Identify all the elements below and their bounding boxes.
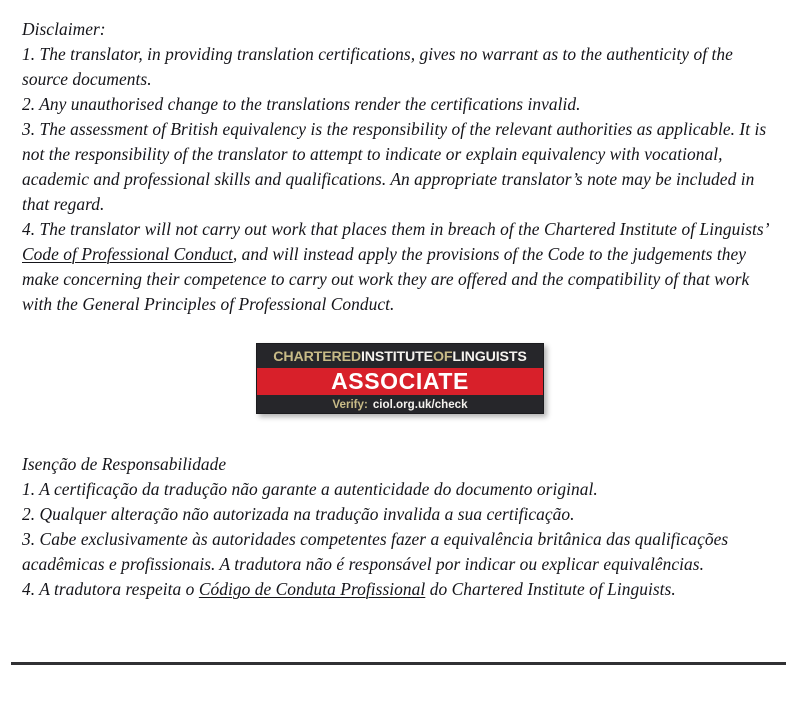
badge-verify-label: Verify:: [332, 398, 368, 412]
english-item-4-text-before: 4. The translator will not carry out work that places them in breach of the Chartered Institute of Linguists’: [22, 219, 768, 239]
portuguese-disclaimer-item-2: 2. Qualquer alteração não autorizada na tradução invalida a sua certificação.: [22, 504, 575, 524]
english-item-4-text-after: , and will instead apply the provisions of the Code to the judgements they make concerning their competence to carry out work they are offered and the compatibility of that work with the General Principles of Professional Conduct.: [22, 244, 750, 314]
english-disclaimer-item-1: 1. The translator, in providing translation certifications, gives no warrant as to the authenticity of the source documents.: [22, 44, 733, 89]
badge-verify-url[interactable]: ciol.org.uk/check: [372, 398, 468, 412]
english-disclaimer-heading: Disclaimer:: [22, 19, 106, 39]
english-disclaimer-item-3: 3. The assessment of British equivalency is the responsibility of the relevant authorities as applicable. It is not the responsibility of the translator to attempt to indicate or explain equivalency with vocational, academic and professional skills and qualifications. An appropriate translator’s note may be included in that regard.: [22, 119, 767, 214]
badge-word-institute: INSTITUTE: [361, 348, 433, 365]
badge-word-linguists: LINGUISTS: [452, 348, 527, 365]
codigo-de-conduta-profissional-link[interactable]: Código de Conduta Profissional: [198, 579, 426, 599]
badge-grade-label: ASSOCIATE: [331, 368, 469, 394]
code-of-professional-conduct-link[interactable]: Code of Professional Conduct: [22, 244, 233, 264]
portuguese-disclaimer-item-1: 1. A certificação da tradução não garante a autenticidade do documento original.: [22, 479, 598, 499]
english-disclaimer-item-2: 2. Any unauthorised change to the translations render the certifications invalid.: [22, 94, 581, 114]
english-disclaimer-block: [22, 17, 778, 317]
portuguese-item-4-text-after: do Chartered Institute of Linguists.: [425, 579, 676, 599]
portuguese-disclaimer-item-3: 3. Cabe exclusivamente às autoridades competentes fazer a equivalência britânica das qualificações acadêmicas e profissionais. A tradutora não é responsável por indicar ou explicar equivalências.: [22, 529, 729, 574]
badge-verify-band: [257, 395, 543, 414]
portuguese-disclaimer-block: [22, 452, 778, 602]
badge-word-of: OF: [432, 348, 453, 365]
badge-organisation-name: [257, 344, 543, 368]
badge-word-chartered: CHARTERED: [273, 348, 362, 365]
english-disclaimer-item-4: [22, 217, 778, 317]
ciol-associate-badge: [256, 343, 544, 414]
portuguese-disclaimer-item-4: [22, 577, 778, 602]
badge-grade-band: [257, 368, 543, 395]
portuguese-disclaimer-heading: Isenção de Responsabilidade: [22, 454, 227, 474]
portuguese-item-4-text-before: 4. A tradutora respeita o: [22, 579, 199, 599]
bottom-horizontal-rule: [11, 662, 786, 665]
